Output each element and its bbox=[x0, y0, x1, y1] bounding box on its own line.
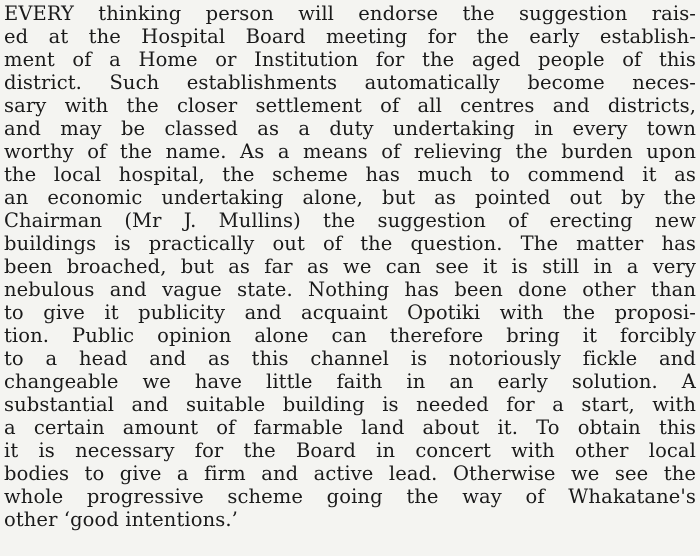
article-line-16: to a head and as this channel is notoriously fickle and bbox=[4, 347, 696, 370]
article-line-5: sary with the closer settlement of all centres and districts, bbox=[4, 94, 696, 117]
article-line-4: district. Such establishments automatically become neces- bbox=[4, 71, 696, 94]
article-line-11: buildings is practically out of the question. The matter has bbox=[4, 232, 696, 255]
article-line-13: nebulous and vague state. Nothing has been done other than bbox=[4, 278, 696, 301]
article-line-17: changeable we have little faith in an early solution. A bbox=[4, 370, 696, 393]
article-line-8: the local hospital, the scheme has much to commend it as bbox=[4, 163, 696, 186]
article-line-2: ed at the Hospital Board meeting for the early establish- bbox=[4, 25, 696, 48]
editorial-article bbox=[4, 2, 696, 531]
article-line-15: tion. Public opinion alone can therefore bring it forcibly bbox=[4, 324, 696, 347]
article-line-19: a certain amount of farmable land about it. To obtain this bbox=[4, 416, 696, 439]
article-line-10: Chairman (Mr J. Mullins) the suggestion of erecting new bbox=[4, 209, 696, 232]
article-line-18: substantial and suitable building is needed for a start, with bbox=[4, 393, 696, 416]
article-line-3: ment of a Home or Institution for the aged people of this bbox=[4, 48, 696, 71]
article-line-1: EVERY thinking person will endorse the suggestion rais- bbox=[4, 2, 696, 25]
article-line-20: it is necessary for the Board in concert with other local bbox=[4, 439, 696, 462]
article-line-9: an economic undertaking alone, but as pointed out by the bbox=[4, 186, 696, 209]
article-line-22: whole progressive scheme going the way of Whakatane's bbox=[4, 485, 696, 508]
article-line-7: worthy of the name. As a means of relieving the burden upon bbox=[4, 140, 696, 163]
article-line-6: and may be classed as a duty undertaking in every town bbox=[4, 117, 696, 140]
article-line-12: been broached, but as far as we can see it is still in a very bbox=[4, 255, 696, 278]
article-line-23: other ‘good intentions.’ bbox=[4, 508, 238, 531]
article-line-21: bodies to give a firm and active lead. Otherwise we see the bbox=[4, 462, 696, 485]
article-line-14: to give it publicity and acquaint Opotiki with the proposi- bbox=[4, 301, 696, 324]
